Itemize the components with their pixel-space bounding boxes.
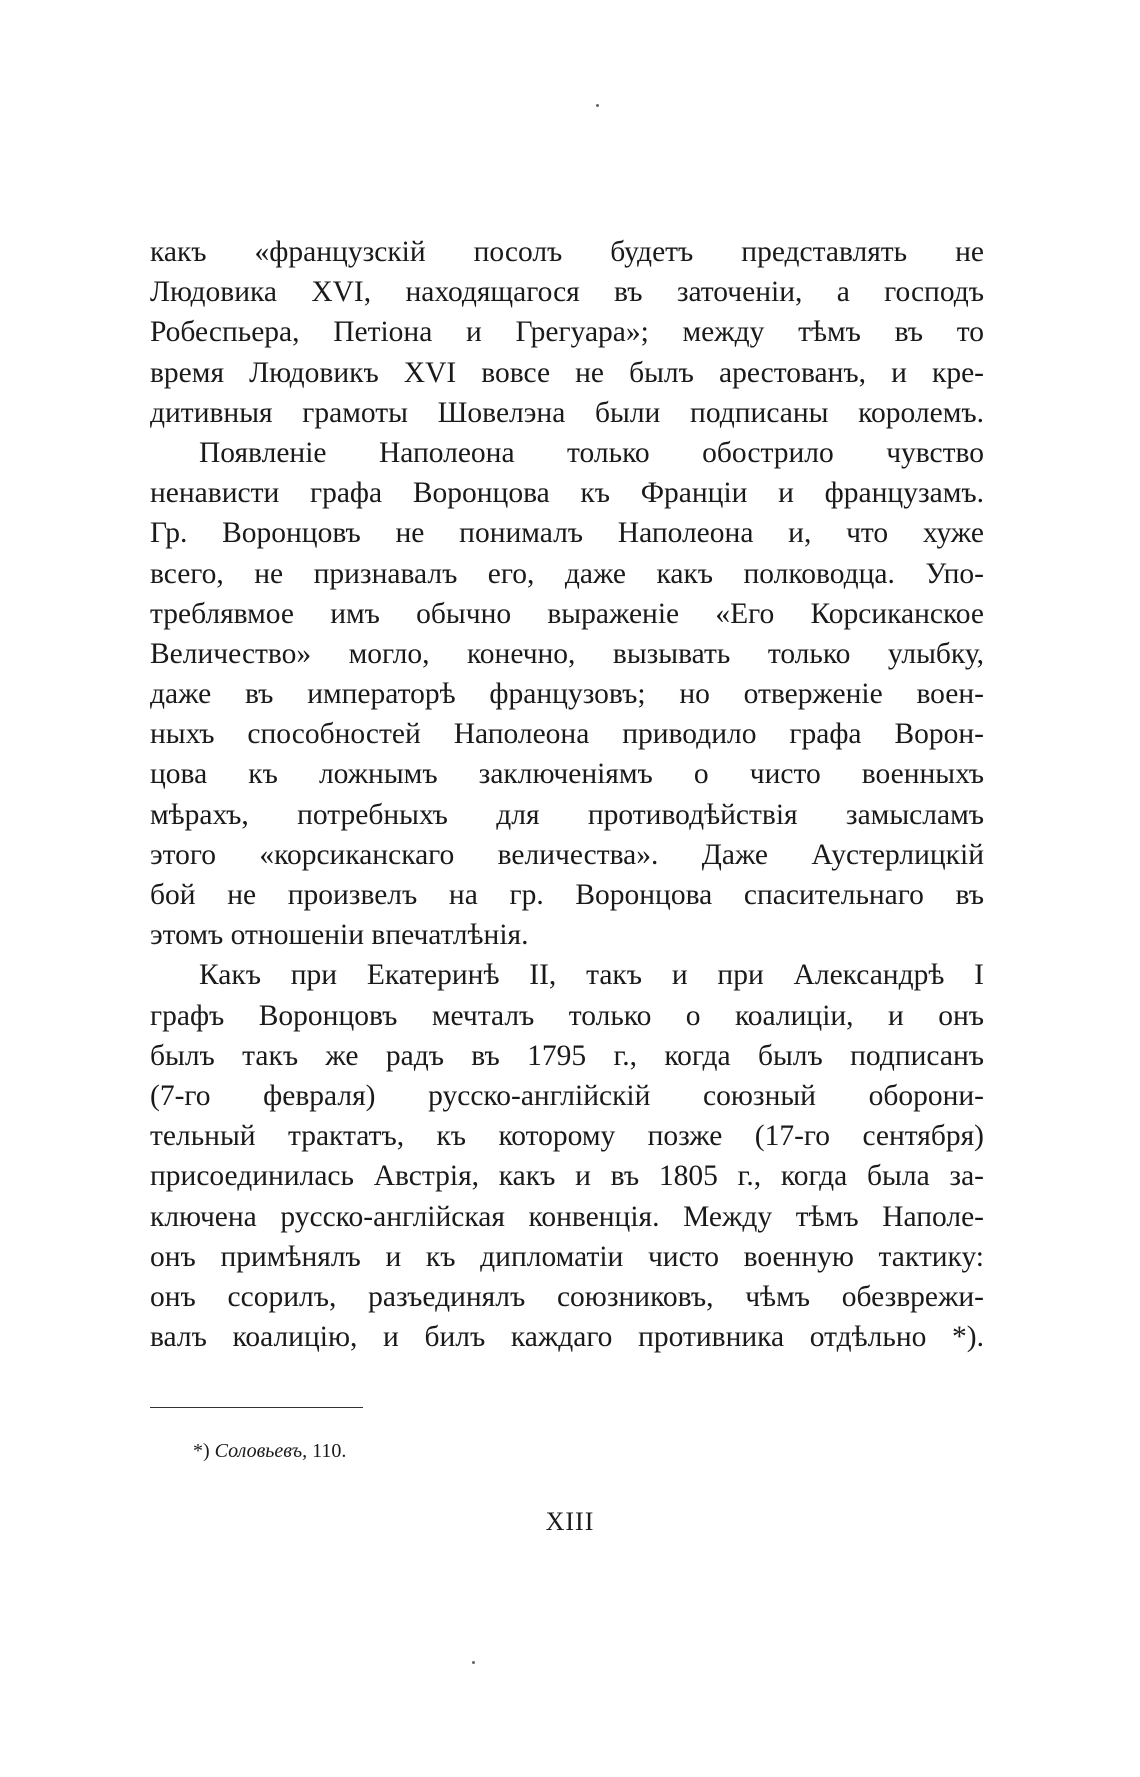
text-line: даже въ императорѣ французовъ; но отверженіе воен-: [150, 678, 984, 711]
text-line: ненависти графа Воронцова къ Франціи и французамъ.: [150, 477, 984, 510]
text-line: цова къ ложнымъ заключеніямъ о чисто военныхъ: [150, 758, 984, 791]
text-line: Величество» могло, конечно, вызывать только улыбку,: [150, 637, 984, 670]
text-line: онъ примѣнялъ и къ дипломатіи чисто военную тактику:: [150, 1240, 984, 1273]
footnote: [193, 1437, 346, 1465]
text-line: Людовика XVI, находящагося въ заточеніи, а господъ: [150, 276, 984, 309]
print-speck: [596, 104, 599, 107]
footnote-page: 110.: [312, 1440, 347, 1462]
text-line: тельный трактатъ, къ которому позже (17-го сентября): [150, 1120, 984, 1153]
text-line: Гр. Воронцовъ не понималъ Наполеона и, что хуже: [150, 517, 984, 550]
print-speck: [472, 1661, 475, 1664]
text-line: присоединилась Австрія, какъ и въ 1805 г., когда была за-: [150, 1160, 984, 1193]
text-line: бой не произвелъ на гр. Воронцова спасительнаго въ: [150, 879, 984, 911]
page-number: XIII: [545, 1507, 595, 1536]
text-line: этомъ отношеніи впечатлѣнія.: [150, 919, 529, 952]
footnote-author: Соловьевъ,: [214, 1440, 308, 1462]
text-line: время Людовикъ XVI вовсе не былъ арестованъ, и кре-: [150, 356, 984, 389]
text-line: валъ коалицію, и билъ каждаго противника отдѣльно *).: [150, 1321, 984, 1354]
text-line: Какъ при Екатеринѣ II, такъ и при Александрѣ I: [199, 959, 984, 992]
text-line: какъ «французскій посолъ будетъ представлять не: [150, 236, 984, 268]
footnote-rule: [150, 1407, 363, 1408]
text-line: онъ ссорилъ, разъединялъ союзниковъ, чѣмъ обезврежи-: [150, 1280, 984, 1313]
text-line: ныхъ способностей Наполеона приводило графа Ворон-: [150, 718, 984, 751]
text-line: (7-го февраля) русско-англійскій союзный оборони-: [150, 1079, 984, 1112]
text-line: треблявмое имъ обычно выраженіе «Его Корсиканское: [150, 597, 984, 630]
text-line: всего, не признавалъ его, даже какъ полководца. Упо-: [150, 557, 984, 590]
text-line: Появленіе Наполеона только обострило чувство: [199, 436, 984, 469]
text-line: графъ Воронцовъ мечталъ только о коалиціи, и онъ: [150, 999, 984, 1032]
text-line: этого «корсиканскаго величества». Даже Аустерлицкій: [150, 838, 984, 871]
text-line: Робеспьера, Петіона и Грегуара»; между тѣмъ въ то: [150, 316, 984, 349]
text-line: былъ такъ же радъ въ 1795 г., когда былъ подписанъ: [150, 1039, 984, 1072]
footnote-marker: *): [193, 1440, 210, 1462]
body-text: [150, 232, 984, 1357]
text-line: ключена русско-англійская конвенція. Между тѣмъ Наполе-: [150, 1200, 984, 1233]
text-line: мѣрахъ, потребныхъ для противодѣйствія замысламъ: [150, 798, 984, 831]
text-line: дитивныя грамоты Шовелэна были подписаны королемъ.: [150, 396, 984, 429]
